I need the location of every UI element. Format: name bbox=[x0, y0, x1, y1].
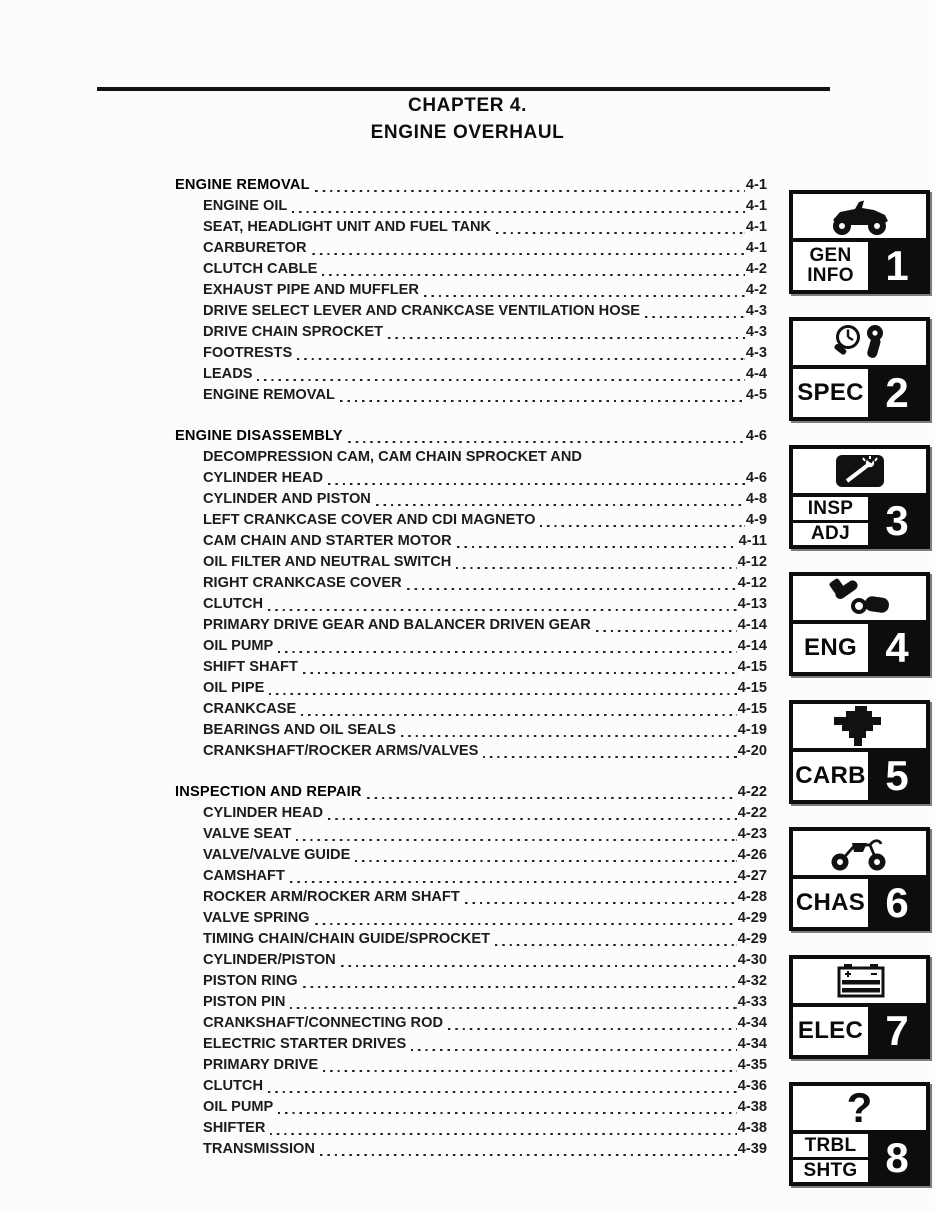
dot-leader bbox=[496, 232, 745, 234]
dot-leader bbox=[278, 651, 737, 653]
tab-label-line: SPEC bbox=[797, 379, 864, 406]
tab-icon-area bbox=[793, 704, 926, 748]
tab-label-line: CHAS bbox=[795, 889, 866, 916]
dot-leader bbox=[315, 923, 737, 925]
tab-label-line: TRBL bbox=[804, 1134, 857, 1156]
toc-entry-label: DECOMPRESSION CAM, CAM CHAIN SPROCKET AND bbox=[203, 449, 582, 465]
thumb-tab-elec bbox=[789, 955, 930, 1059]
toc-section bbox=[175, 175, 767, 406]
toc-page-number: 4-12 bbox=[737, 554, 767, 570]
tab-label-line: CARB bbox=[795, 762, 866, 789]
dot-leader bbox=[483, 756, 736, 758]
dot-leader bbox=[540, 525, 744, 527]
thumb-tab-gen-info bbox=[789, 190, 930, 294]
tab-number: 5 bbox=[868, 752, 926, 800]
tab-bottom bbox=[793, 238, 926, 290]
toc-row bbox=[175, 720, 767, 741]
toc-page-number: 4-23 bbox=[737, 826, 767, 842]
toc-row bbox=[175, 238, 767, 259]
tab-icon-area bbox=[793, 1086, 926, 1130]
dot-leader bbox=[448, 1028, 737, 1030]
toc-section bbox=[175, 426, 767, 762]
dot-leader bbox=[270, 1133, 736, 1135]
toc bbox=[175, 175, 767, 1160]
tab-label bbox=[793, 369, 868, 417]
atv-icon bbox=[824, 195, 896, 237]
tab-number: 7 bbox=[868, 1007, 926, 1055]
toc-row bbox=[175, 636, 767, 657]
toc-page-number: 4-22 bbox=[737, 784, 767, 800]
toc-entry-label: ROCKER ARM/ROCKER ARM SHAFT bbox=[203, 889, 460, 905]
dot-leader bbox=[301, 714, 737, 716]
toc-page-number: 4-3 bbox=[745, 345, 767, 361]
toc-page-number: 4-15 bbox=[737, 701, 767, 717]
thumb-tab-eng bbox=[789, 572, 930, 676]
dot-leader bbox=[355, 860, 736, 862]
toc-section-title-row bbox=[175, 426, 767, 447]
toc-row bbox=[175, 364, 767, 385]
toc-row bbox=[175, 824, 767, 845]
toc-entry-label: ENGINE REMOVAL bbox=[175, 177, 310, 193]
dot-leader bbox=[292, 211, 745, 213]
dot-leader bbox=[388, 337, 745, 339]
dot-leader bbox=[269, 693, 736, 695]
dot-leader bbox=[320, 1154, 737, 1156]
toc-page-number: 4-15 bbox=[737, 659, 767, 675]
toc-page-number: 4-22 bbox=[737, 805, 767, 821]
toc-page-number: 4-29 bbox=[737, 931, 767, 947]
toc-page-number: 4-27 bbox=[737, 868, 767, 884]
tab-icon-area bbox=[793, 449, 926, 493]
chapter-title bbox=[0, 92, 935, 146]
toc-row bbox=[175, 531, 767, 552]
toc-entry-label: EXHAUST PIPE AND MUFFLER bbox=[203, 282, 419, 298]
chapter-name-line: ENGINE OVERHAUL bbox=[370, 122, 565, 143]
toc-page-number: 4-34 bbox=[737, 1036, 767, 1052]
tab-number: 6 bbox=[868, 879, 926, 927]
toc-row bbox=[175, 1034, 767, 1055]
dot-leader bbox=[596, 630, 737, 632]
toc-entry-label: OIL PUMP bbox=[203, 638, 274, 654]
toc-page-number: 4-12 bbox=[737, 575, 767, 591]
toc-entry-label: VALVE/VALVE GUIDE bbox=[203, 847, 351, 863]
tab-bottom bbox=[793, 1130, 926, 1182]
toc-row bbox=[175, 280, 767, 301]
top-horizontal-rule bbox=[97, 87, 830, 91]
dot-leader bbox=[297, 358, 745, 360]
toc-row bbox=[175, 887, 767, 908]
tab-number: 4 bbox=[868, 624, 926, 672]
toc-entry-label: CRANKSHAFT/ROCKER ARMS/VALVES bbox=[203, 743, 479, 759]
dial-gauge-icon bbox=[825, 322, 895, 364]
toc-row bbox=[175, 992, 767, 1013]
chassis-icon bbox=[825, 832, 895, 874]
dot-leader bbox=[424, 295, 745, 297]
toc-page-number: 4-33 bbox=[737, 994, 767, 1010]
dot-leader bbox=[312, 253, 745, 255]
toc-page-number: 4-14 bbox=[737, 617, 767, 633]
toc-row bbox=[175, 447, 767, 468]
toc-row bbox=[175, 657, 767, 678]
toc-entry-label: SEAT, HEADLIGHT UNIT AND FUEL TANK bbox=[203, 219, 492, 235]
tab-icon-area bbox=[793, 959, 926, 1003]
toc-row bbox=[175, 573, 767, 594]
toc-entry-label: CYLINDER AND PISTON bbox=[203, 491, 371, 507]
toc-entry-label: CYLINDER HEAD bbox=[203, 805, 323, 821]
toc-page-number: 4-6 bbox=[745, 470, 767, 486]
toc-row bbox=[175, 489, 767, 510]
toc-page-number: 4-36 bbox=[737, 1078, 767, 1094]
toc-entry-label: BEARINGS AND OIL SEALS bbox=[203, 722, 396, 738]
dot-leader bbox=[457, 546, 738, 548]
dot-leader bbox=[340, 400, 745, 402]
toc-row bbox=[175, 741, 767, 762]
toc-section-title-row bbox=[175, 175, 767, 196]
tab-number: 8 bbox=[868, 1134, 926, 1182]
tab-bottom bbox=[793, 493, 926, 545]
toc-entry-label: TRANSMISSION bbox=[203, 1141, 315, 1157]
toc-entry-label: VALVE SEAT bbox=[203, 826, 292, 842]
toc-page-number: 4-9 bbox=[745, 512, 767, 528]
toc-entry-label: CLUTCH bbox=[203, 1078, 263, 1094]
dot-leader bbox=[257, 379, 744, 381]
tab-icon-area bbox=[793, 576, 926, 620]
piston-valve-icon bbox=[825, 577, 895, 619]
tab-label bbox=[793, 879, 868, 927]
toc-row bbox=[175, 552, 767, 573]
toc-page-number: 4-3 bbox=[745, 324, 767, 340]
dot-leader bbox=[401, 735, 737, 737]
tab-bottom bbox=[793, 875, 926, 927]
tab-label bbox=[793, 752, 868, 800]
toc-row bbox=[175, 510, 767, 531]
tab-icon-area bbox=[793, 194, 926, 238]
toc-page-number: 4-8 bbox=[745, 491, 767, 507]
toc-row bbox=[175, 1055, 767, 1076]
tab-icon-area bbox=[793, 321, 926, 365]
toc-page-number: 4-39 bbox=[737, 1141, 767, 1157]
tab-number: 2 bbox=[868, 369, 926, 417]
toc-entry-label: ENGINE DISASSEMBLY bbox=[175, 428, 343, 444]
tab-number: 3 bbox=[868, 497, 926, 545]
chapter-number-line: CHAPTER 4. bbox=[408, 95, 527, 116]
toc-row bbox=[175, 322, 767, 343]
toc-row bbox=[175, 678, 767, 699]
toc-entry-label: CAMSHAFT bbox=[203, 868, 285, 884]
dot-leader bbox=[278, 1112, 737, 1114]
toc-page-number: 4-29 bbox=[737, 910, 767, 926]
toc-page-number: 4-32 bbox=[737, 973, 767, 989]
toc-page-number: 4-28 bbox=[737, 889, 767, 905]
toc-row bbox=[175, 971, 767, 992]
toc-entry-label: RIGHT CRANKCASE COVER bbox=[203, 575, 402, 591]
toc-page-number: 4-13 bbox=[737, 596, 767, 612]
toc-page-number: 4-26 bbox=[737, 847, 767, 863]
toc-page-number: 4-14 bbox=[737, 638, 767, 654]
toc-page-number: 4-4 bbox=[745, 366, 767, 382]
dot-leader bbox=[376, 504, 745, 506]
toc-row bbox=[175, 950, 767, 971]
toc-section bbox=[175, 782, 767, 1160]
dot-leader bbox=[296, 839, 736, 841]
tab-label-line: INFO bbox=[807, 265, 854, 286]
toc-entry-label: PISTON RING bbox=[203, 973, 298, 989]
question-mark-icon: ? bbox=[846, 1086, 873, 1130]
toc-entry-label: CARBURETOR bbox=[203, 240, 307, 256]
dot-leader bbox=[323, 1070, 737, 1072]
dot-leader bbox=[315, 190, 745, 192]
toc-row bbox=[175, 1097, 767, 1118]
dot-leader bbox=[348, 441, 745, 443]
toc-entry-label: SHIFTER bbox=[203, 1120, 266, 1136]
toc-row bbox=[175, 343, 767, 364]
tab-label-line: ELEC bbox=[797, 1017, 864, 1044]
toc-row bbox=[175, 1139, 767, 1160]
toc-row bbox=[175, 699, 767, 720]
toc-entry-label: CLUTCH CABLE bbox=[203, 261, 318, 277]
toc-page-number: 4-30 bbox=[737, 952, 767, 968]
toc-section-title-row bbox=[175, 782, 767, 803]
dot-leader bbox=[367, 797, 737, 799]
toc-row bbox=[175, 615, 767, 636]
toc-page-number: 4-5 bbox=[745, 387, 767, 403]
toc-row bbox=[175, 866, 767, 887]
tab-label-line: SHTG bbox=[793, 1157, 868, 1181]
toc-page-number: 4-35 bbox=[737, 1057, 767, 1073]
dot-leader bbox=[495, 944, 737, 946]
tab-label-line: ENG bbox=[804, 634, 857, 661]
tab-icon-area bbox=[793, 831, 926, 875]
tab-bottom bbox=[793, 1003, 926, 1055]
toc-row bbox=[175, 1118, 767, 1139]
toc-page-number: 4-1 bbox=[745, 198, 767, 214]
toc-entry-label: OIL PUMP bbox=[203, 1099, 274, 1115]
battery-icon bbox=[825, 960, 895, 1002]
tab-label bbox=[793, 1134, 868, 1182]
dot-leader bbox=[322, 274, 745, 276]
toc-entry-label: OIL FILTER AND NEUTRAL SWITCH bbox=[203, 554, 452, 570]
toc-page-number: 4-38 bbox=[737, 1120, 767, 1136]
dot-leader bbox=[303, 986, 737, 988]
dot-leader bbox=[328, 483, 745, 485]
dot-leader bbox=[341, 965, 737, 967]
toc-row bbox=[175, 908, 767, 929]
toc-page-number: 4-11 bbox=[738, 533, 767, 549]
dot-leader bbox=[456, 567, 736, 569]
carburetor-icon bbox=[825, 704, 895, 748]
dot-leader bbox=[328, 818, 737, 820]
toc-page-number: 4-2 bbox=[745, 261, 767, 277]
hand-wrench-icon bbox=[825, 450, 895, 492]
toc-row bbox=[175, 1076, 767, 1097]
toc-page-number: 4-2 bbox=[745, 282, 767, 298]
thumb-tab-trbl-shtg bbox=[789, 1082, 930, 1186]
tab-label bbox=[793, 242, 868, 290]
toc-page-number: 4-38 bbox=[737, 1099, 767, 1115]
toc-entry-label: ENGINE REMOVAL bbox=[203, 387, 335, 403]
toc-row bbox=[175, 301, 767, 322]
toc-entry-label: CRANKSHAFT/CONNECTING ROD bbox=[203, 1015, 443, 1031]
toc-page-number: 4-19 bbox=[737, 722, 767, 738]
toc-entry-label: ENGINE OIL bbox=[203, 198, 288, 214]
toc-row bbox=[175, 594, 767, 615]
toc-entry-label: PRIMARY DRIVE bbox=[203, 1057, 319, 1073]
dot-leader bbox=[290, 1007, 736, 1009]
tab-label bbox=[793, 1007, 868, 1055]
toc-entry-label: CAM CHAIN AND STARTER MOTOR bbox=[203, 533, 452, 549]
toc-row bbox=[175, 1013, 767, 1034]
toc-entry-label: LEFT CRANKCASE COVER AND CDI MAGNETO bbox=[203, 512, 536, 528]
toc-row bbox=[175, 196, 767, 217]
toc-row bbox=[175, 468, 767, 489]
toc-page-number: 4-3 bbox=[745, 303, 767, 319]
toc-page-number: 4-15 bbox=[737, 680, 767, 696]
dot-leader bbox=[290, 881, 737, 883]
thumb-tab-chas bbox=[789, 827, 930, 931]
toc-entry-label: INSPECTION AND REPAIR bbox=[175, 784, 362, 800]
toc-row bbox=[175, 845, 767, 866]
toc-row bbox=[175, 259, 767, 280]
toc-entry-label: DRIVE CHAIN SPROCKET bbox=[203, 324, 384, 340]
toc-entry-label: FOOTRESTS bbox=[203, 345, 293, 361]
toc-entry-label: VALVE SPRING bbox=[203, 910, 310, 926]
toc-entry-label: PISTON PIN bbox=[203, 994, 286, 1010]
tab-bottom bbox=[793, 365, 926, 417]
tab-label bbox=[793, 497, 868, 545]
toc-entry-label: DRIVE SELECT LEVER AND CRANKCASE VENTILATION HOSE bbox=[203, 303, 641, 319]
tab-label-line: GEN bbox=[809, 245, 852, 266]
thumb-tab-insp-adj bbox=[789, 445, 930, 549]
toc-page-number: 4-1 bbox=[745, 219, 767, 235]
toc-entry-label: LEADS bbox=[203, 366, 253, 382]
dot-leader bbox=[407, 588, 737, 590]
tab-label bbox=[793, 624, 868, 672]
toc-entry-label: OIL PIPE bbox=[203, 680, 265, 696]
toc-page-number: 4-34 bbox=[737, 1015, 767, 1031]
tab-bottom bbox=[793, 620, 926, 672]
dot-leader bbox=[645, 316, 745, 318]
dot-leader bbox=[268, 1091, 737, 1093]
tab-number: 1 bbox=[868, 242, 926, 290]
toc-entry-label: PRIMARY DRIVE GEAR AND BALANCER DRIVEN GEAR bbox=[203, 617, 591, 633]
toc-entry-label: CYLINDER/PISTON bbox=[203, 952, 336, 968]
toc-page-number: 4-6 bbox=[745, 428, 767, 444]
tab-label-line: INSP bbox=[807, 497, 854, 519]
tab-label-line: ADJ bbox=[793, 520, 868, 544]
dot-leader bbox=[268, 609, 737, 611]
toc-entry-label: ELECTRIC STARTER DRIVES bbox=[203, 1036, 407, 1052]
toc-row bbox=[175, 929, 767, 950]
toc-page-number: 4-1 bbox=[745, 177, 767, 193]
dot-leader bbox=[465, 902, 737, 904]
thumb-tab-carb bbox=[789, 700, 930, 804]
dot-leader bbox=[411, 1049, 737, 1051]
toc-page-number: 4-1 bbox=[745, 240, 767, 256]
toc-entry-label: CYLINDER HEAD bbox=[203, 470, 323, 486]
toc-entry-label: CRANKCASE bbox=[203, 701, 297, 717]
dot-leader bbox=[303, 672, 737, 674]
toc-row bbox=[175, 217, 767, 238]
toc-entry-label: TIMING CHAIN/CHAIN GUIDE/SPROCKET bbox=[203, 931, 491, 947]
toc-row bbox=[175, 803, 767, 824]
toc-entry-label: SHIFT SHAFT bbox=[203, 659, 298, 675]
toc-row bbox=[175, 385, 767, 406]
toc-page-number: 4-20 bbox=[737, 743, 767, 759]
toc-entry-label: CLUTCH bbox=[203, 596, 263, 612]
thumb-tab-spec bbox=[789, 317, 930, 421]
tab-bottom bbox=[793, 748, 926, 800]
